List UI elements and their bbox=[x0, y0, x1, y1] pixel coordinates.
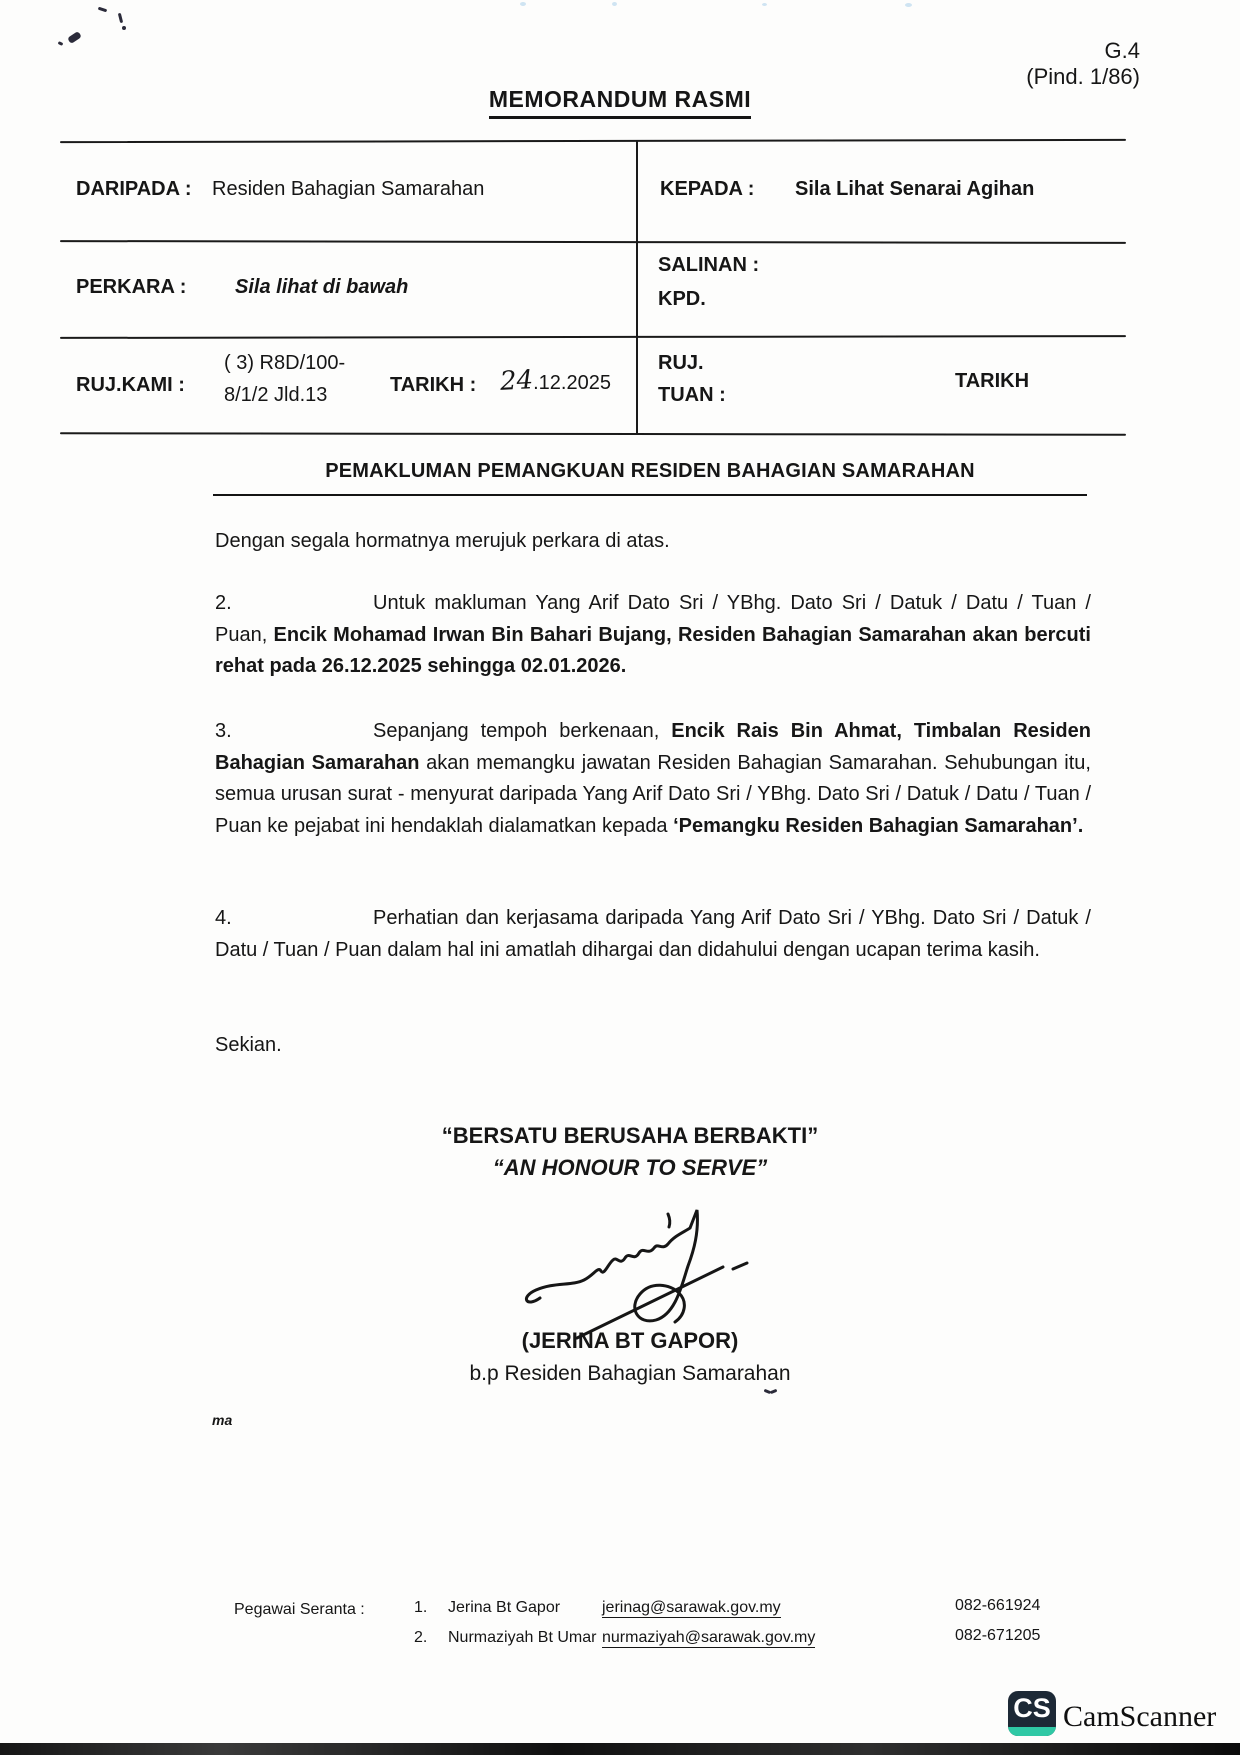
scan-speck bbox=[520, 2, 526, 6]
memo-title bbox=[320, 86, 920, 119]
scan-speck bbox=[612, 2, 617, 6]
subject-heading-text: PEMAKLUMAN PEMANGKUAN RESIDEN BAHAGIAN SAMARAHAN bbox=[325, 460, 975, 482]
contact-2-phone: 082-671205 bbox=[955, 1627, 1041, 1644]
daripada-label: DARIPADA : bbox=[76, 178, 192, 200]
signatory-behalf: b.p Residen Bahagian Samarahan bbox=[469, 1362, 791, 1385]
form-code bbox=[860, 38, 1140, 90]
tarikh-value bbox=[500, 366, 611, 396]
ink-smudge bbox=[122, 26, 126, 30]
ruj-kami-label: RUJ.KAMI : bbox=[76, 374, 185, 396]
table-border-bottom bbox=[60, 432, 1126, 436]
paragraph-2-number: 2. bbox=[215, 592, 232, 614]
scan-speck bbox=[905, 3, 912, 7]
contact-1-num: 1. bbox=[414, 1599, 428, 1616]
paragraph-4 bbox=[215, 903, 1091, 966]
contact-1-email-text: jerinag@sarawak.gov.my bbox=[602, 1599, 781, 1616]
contact-1-name: Jerina Bt Gapor bbox=[448, 1599, 561, 1616]
margin-initials: ma bbox=[212, 1412, 233, 1428]
tarikh-label: TARIKH : bbox=[390, 374, 477, 396]
ink-smudge bbox=[98, 7, 107, 13]
ruj-tuan-line1: RUJ. bbox=[658, 352, 704, 374]
camscanner-icon-accent-strip bbox=[1008, 1727, 1056, 1736]
table-divider bbox=[636, 141, 638, 435]
pen-tick-mark bbox=[770, 1389, 777, 1394]
form-code-line1: G.4 bbox=[1104, 38, 1140, 63]
ruj-kami-ref-line2: 8/1/2 Jld.13 bbox=[224, 384, 328, 406]
contact-2-email bbox=[602, 1628, 815, 1648]
motto-line1: “BERSATU BERUSAHA BERBAKTI” bbox=[441, 1123, 819, 1148]
contact-1-phone: 082-661924 bbox=[955, 1597, 1041, 1614]
ruj-tuan-line2: TUAN : bbox=[658, 384, 726, 406]
perkara-label: PERKARA : bbox=[76, 276, 187, 298]
paragraph-3 bbox=[215, 716, 1091, 842]
kepada-value: Sila Lihat Senarai Agihan bbox=[795, 178, 1035, 200]
paragraph-4-number: 4. bbox=[215, 907, 232, 929]
ink-smudge bbox=[67, 31, 82, 44]
paragraph-4-text: Perhatian dan kerjasama daripada Yang Arif Dato Sri / YBhg. Dato Sri / Datuk / Datu / Tuan / Puan dalam hal ini amatlah dihargai dan didahului dengan ucapan terima kasih. bbox=[215, 907, 1091, 961]
contact-1-email bbox=[602, 1598, 781, 1618]
contact-2-name: Nurmaziyah Bt Umar bbox=[448, 1629, 597, 1646]
signature-scribble bbox=[480, 1198, 760, 1348]
daripada-value: Residen Bahagian Samarahan bbox=[212, 178, 485, 200]
tarikh-typed-part: .12.2025 bbox=[533, 372, 611, 394]
paragraph-3-text: Sepanjang tempoh berkenaan, Encik Rais Bin Ahmat, Timbalan Residen Bahagian Samarahan akan memangku jawatan Residen Bahagian Samarahan. Sehubungan itu, semua urusan surat - menyurat daripada Yang Arif Dato Sri / YBhg. Dato Sri / Datuk / Datu / Tuan / Puan ke pejabat ini hendaklah dialamatkan kepada ‘Pemangku Residen Bahagian Samarahan’. bbox=[215, 720, 1091, 837]
camscanner-icon bbox=[1008, 1691, 1056, 1736]
footer-label: Pegawai Seranta : bbox=[234, 1601, 365, 1618]
table-border-top bbox=[60, 139, 1126, 144]
tarikh-right-label: TARIKH bbox=[955, 370, 1030, 392]
perkara-value: Sila lihat di bawah bbox=[235, 276, 409, 298]
paragraph-opening: Dengan segala hormatnya merujuk perkara di atas. bbox=[215, 530, 670, 552]
camscanner-icon-text: CS bbox=[1013, 1693, 1051, 1723]
paragraph-2 bbox=[215, 588, 1091, 683]
scan-edge-bar bbox=[0, 1743, 1240, 1755]
closing-word: Sekian. bbox=[215, 1034, 282, 1056]
camscanner-wordmark: CamScanner bbox=[1063, 1700, 1217, 1733]
ink-smudge bbox=[118, 13, 123, 23]
table-border-row1 bbox=[60, 240, 1126, 244]
paragraph-3-number: 3. bbox=[215, 720, 232, 742]
tarikh-handwritten-day: 24 bbox=[499, 365, 534, 397]
form-code-line2: (Pind. 1/86) bbox=[1026, 64, 1140, 89]
paragraph-2-text: Untuk makluman Yang Arif Dato Sri / YBhg. Dato Sri / Datuk / Datu / Tuan / Puan, Encik Mohamad Irwan Bin Bahari Bujang, Residen Bahagian Samarahan akan bercuti rehat pada 26.12.2025 sehingga 02.01.2026. bbox=[215, 592, 1091, 677]
motto-line2: “AN HONOUR TO SERVE” bbox=[492, 1155, 768, 1180]
signatory-name: (JERINA BT GAPOR) bbox=[521, 1328, 739, 1353]
subject-heading bbox=[213, 460, 1087, 496]
salinan-label: SALINAN : bbox=[658, 254, 760, 276]
kepada-label: KEPADA : bbox=[660, 178, 755, 200]
contact-2-num: 2. bbox=[414, 1629, 428, 1646]
memo-title-text: MEMORANDUM RASMI bbox=[489, 86, 751, 119]
ruj-kami-ref-line1: ( 3) R8D/100- bbox=[224, 352, 346, 374]
ink-smudge bbox=[58, 41, 64, 46]
scan-speck bbox=[762, 3, 767, 6]
table-border-row2 bbox=[60, 335, 1126, 339]
contact-2-email-text: nurmaziyah@sarawak.gov.my bbox=[602, 1629, 816, 1646]
kpd-label: KPD. bbox=[658, 288, 706, 310]
